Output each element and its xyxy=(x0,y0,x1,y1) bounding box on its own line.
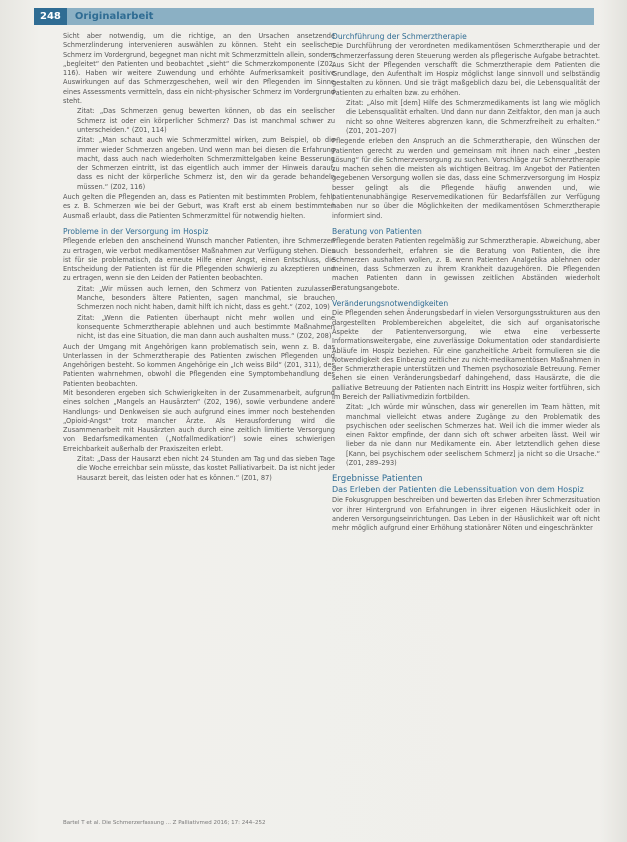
footer-citation: Bartel T et al. Die Schmerzerfassung ... Z Palliativmed 2016; 17: 244–252 xyxy=(63,820,266,826)
paragraph: Pflegende erleben den Anspruch an die Schmerztherapie, den Wünschen der Patienten gerecht zu werden und gemeinsam mit ihnen nach einer „besten Lösung“ für die Schmerzversorgung zu suchen. Vorschläge zur Schmerztherapie zu machen sehen die meisten als wichtigen Beitrag. Im Angebot der Patienten gegebenen Versorgung wollen sie das, dass eine Schmerzversorgung im Hospiz besser gelingt als die Pflegende häufig anwenden und, wie patientenunabhängige Reservemedikationen für Bedarfsfällen zur Verfügung haben nur so über die Möglichkeiten der medikamentösen Schmerztherapie informiert sind. xyxy=(332,137,600,220)
paragraph: Auch gelten die Pflegenden an, dass es Patienten mit bestimmten Problem, fehlt es z. B. Schmerzen wie bei der Geburt, was Kraft erst ab einem bestimmten Ausmaß erlaubt, dass die Patienten Schmerzmittel für notwendig hielten. xyxy=(63,193,335,220)
quote: Zitat: „Also mit [dem] Hilfe des Schmerzmedikaments ist lang wie möglich die Lebensqualität erhalten. Und dann nur dann Zeitfaktor, den man ja auch nicht so ohne Weiteres abgrenzen kann, die Schmerzfreiheit zu erhalten.“ (Z01, 201–207) xyxy=(346,99,600,135)
quote: Zitat: „Wenn die Patienten überhaupt nicht mehr wollen und eine konsequente Schmerztherapie ablehnen und auch bestimmte Maßnahmen nicht, ist das eine Situation, die man dann auch aushalten muss.“ (Z02, 208) xyxy=(77,313,335,341)
section-label: Originalarbeit xyxy=(74,11,154,22)
section-heading: Beratung von Patienten xyxy=(332,226,422,236)
paragraph: Pflegende beraten Patienten regelmäßig zur Schmerztherapie. Abweichung, aber auch bessonderheit, erfahren sie die Beratung von Patienten, die ihre Schmerzen aushalten wollen, z. B. wenn Patienten Analgetika ablehnen oder meinen, dass Schmerzen zu ihrem Krankheit dazugehören. Die Pflegenden machen Patienten dann in gewissen zeitlichen Abständen wiederholt Beratungsangebote. xyxy=(332,237,601,292)
page-number: 248 xyxy=(34,8,67,25)
section-heading: Durchführung der Schmerztherapie xyxy=(332,32,467,41)
paragraph: Sicht aber notwendig, um die richtige, an den Ursachen ansetzende Schmerzlinderung intervenieren auswählen zu können. Steht ein seelischer Schmerz im Vordergrund, begegnet man nicht mit Schmerzmitteln allein, sondern „begleitet“ den Patienten und beobachtet „sieht“ die Schmerzkomponente (Z02, 116). Haben wir weitere Zuwendung und erhöhte Aufmerksamkeit positive Auswirkungen auf das Schmerzgeschehen, weil wir den Pflegenden im Sinne eines Assessments vermitteln, dass ein nicht-physischer Schmerz im Vordergrund steht. xyxy=(63,32,335,106)
quote: Zitat: „Das Schmerzen genug bewerten können, ob das ein seelischer Schmerz ist oder ein körperlicher Schmerz? Das ist manchmal schwer zu unterscheiden.“ (Z01, 114) xyxy=(77,107,335,134)
right-column xyxy=(332,32,600,534)
results-subheading: Das Erleben der Patienten die Lebenssituation von dem Hospiz xyxy=(332,485,584,495)
results-heading: Ergebnisse Patienten xyxy=(332,474,423,485)
paragraph: Die Durchführung der verordneten medikamentösen Schmerztherapie und der Schmerzerfassung deren Steuerung werden als pflegerische Aufgabe betrachtet. Aus Sicht der Pflegenden verschafft die Schmerztherapie dem Patienten die Grundlage, den Aufenthalt im Hospiz möglichst lange sinnvoll und selbständig gestalten zu können. Und sie trägt maßgeblich dazu bei, die Lebensqualität der Patienten zu erhalten bzw. zu erhöhen. xyxy=(332,42,600,97)
quote: Zitat: „Man schaut auch wie Schmerzmittel wirken, zum Beispiel, ob die immer wieder Schmerzen angeben. Und wenn man bei diesen die Erfahrung macht, dass auch nach wiederholten Schmerzmittelgaben keine Besserung der Schmerzen eintritt, ist das eigentlich auch immer der Hinweis darauf, dass es nicht der körperliche Schmerz ist, den wir da gerade behandeln müssen.“ (Z02, 116) xyxy=(77,136,335,191)
paragraph: Die Pflegenden sehen Änderungsbedarf in vielen Versorgungsstrukturen aus den dargestellten Problembereichen abgeleitet, die sich auf organisatorische Aspekte der Patientenversorgung, wie etwa eine verbesserte Informationsweitergabe, eine zuverlässige Dokumentation oder standardisierte Abläufe im Hospiz beziehen. Für eine ganzheitliche Arbeit formulieren sie die Notwendigkeit des Einbezug zeitlicher zu nicht-medikamentösen Maßnahmen in der Schmerztherapie unterstützen und Themen psychosoziale Betreuung. Ferner sehen sie einen Veränderungsbedarf dahingehend, dass Hausärzte, die die palliative Betreuung der Patienten nach Eintritt ins Hospiz weiter fortführen, sich im Bereich der Palliativmedizin fortbilden. xyxy=(332,309,600,401)
section-heading: Probleme in der Versorgung im Hospiz xyxy=(63,226,209,236)
paragraph: Mit besonderen ergeben sich Schwierigkeiten in der Zusammenarbeit, aufgrund eines solchen „Mangels an Hausärzten“ (Z02, 196), sowie verbundene andere Handlungs- und Denkweisen sie auch aufgrund eines immer noch bestehenden „Opioid-Angst“ trotz mancher Ärzte. Als Herausforderung wird die Zusammenarbeit mit Hausärzten auch durch eine zeitlich limitierte Versorgung von Bedarfsmedikamenten („Notfallmedikation“) sowie eines schwierigen Erreichbarkeit außerhalb der Praxiszeiten erlebt. xyxy=(63,388,335,453)
paragraph: Die Fokusgruppen beschreiben und bewerten das Erleben ihrer Schmerzsituation vor ihrer Hintergrund von Erfahrungen in ihrer eigenen Häuslichkeit oder in anderen Versorgungseinrichtungen. Das Leben in der Häuslichkeit war oft nicht mehr möglich aufgrund einer Erhöhung stationärer Nöten und eingeschränkter xyxy=(332,496,600,533)
quote: Zitat: „Wir müssen auch lernen, den Schmerz von Patienten zuzulassen. Manche, besonders ältere Patienten, sagen manchmal, sie brauchen Schmerzen noch nicht haben, damit hilft ich nicht, dass es geht.“ (Z02, 109) xyxy=(77,284,335,312)
quote: Zitat: „Ich würde mir wünschen, dass wir generellen im Team hätten, mit manchmal vielleicht etwas andere Zugänge zu den Problematik des psychischen oder seelischen Schmerzes hat. Weil ich die immer wieder als einen Faktor empfinde, der dann sich oft schwer arbeiten lässt. Weil wir lieber da nie dann nur Medikamente ein. Aber letztendlich gehen diese [Kann, bei psychischem oder seelischem Schmerz] ja nicht so die Ursache.“ (Z01, 289–293) xyxy=(346,403,600,468)
running-header xyxy=(34,8,594,25)
section-heading: Veränderungsnotwendigkeiten xyxy=(332,299,449,309)
left-column xyxy=(63,32,335,484)
paragraph: Pflegende erleben den anscheinend Wunsch mancher Patienten, ihre Schmerzen zu ertragen, wie verbot medikamentöser Maßnahmen zur Verfügung stehen. Dies ist für sie problematisch, da erneute Hilfe einer Angst, einen Entschluss, die Entscheidung der Patienten ist für die Pflegenden schwierig zu akzeptieren und zu ertragen, wenn sie den Leiden der Patienten beobachten. xyxy=(63,237,335,283)
quote: Zitat: „Dass der Hausarzt eben nicht 24 Stunden am Tag und das sieben Tage die Woche erreichbar sein müsste, das kostet Palliativarbeit. Da ist nicht jeder Hausarzt bereit, das leisten oder hat es können.“ (Z01, 87) xyxy=(77,455,335,482)
paragraph: Auch der Umgang mit Angehörigen kann problematisch sein, wenn z. B. das Unterlassen in der Schmerztherapie des Patienten zwischen Pflegenden und Angehörigen besteht. So kommen Angehörige ein „Ich weiss Bild“ (Z01, 311), des Patienten wahrnehmen, obwohl die Pflegenden eine Symptombehandlung des Patienten beobachten. xyxy=(63,342,335,388)
